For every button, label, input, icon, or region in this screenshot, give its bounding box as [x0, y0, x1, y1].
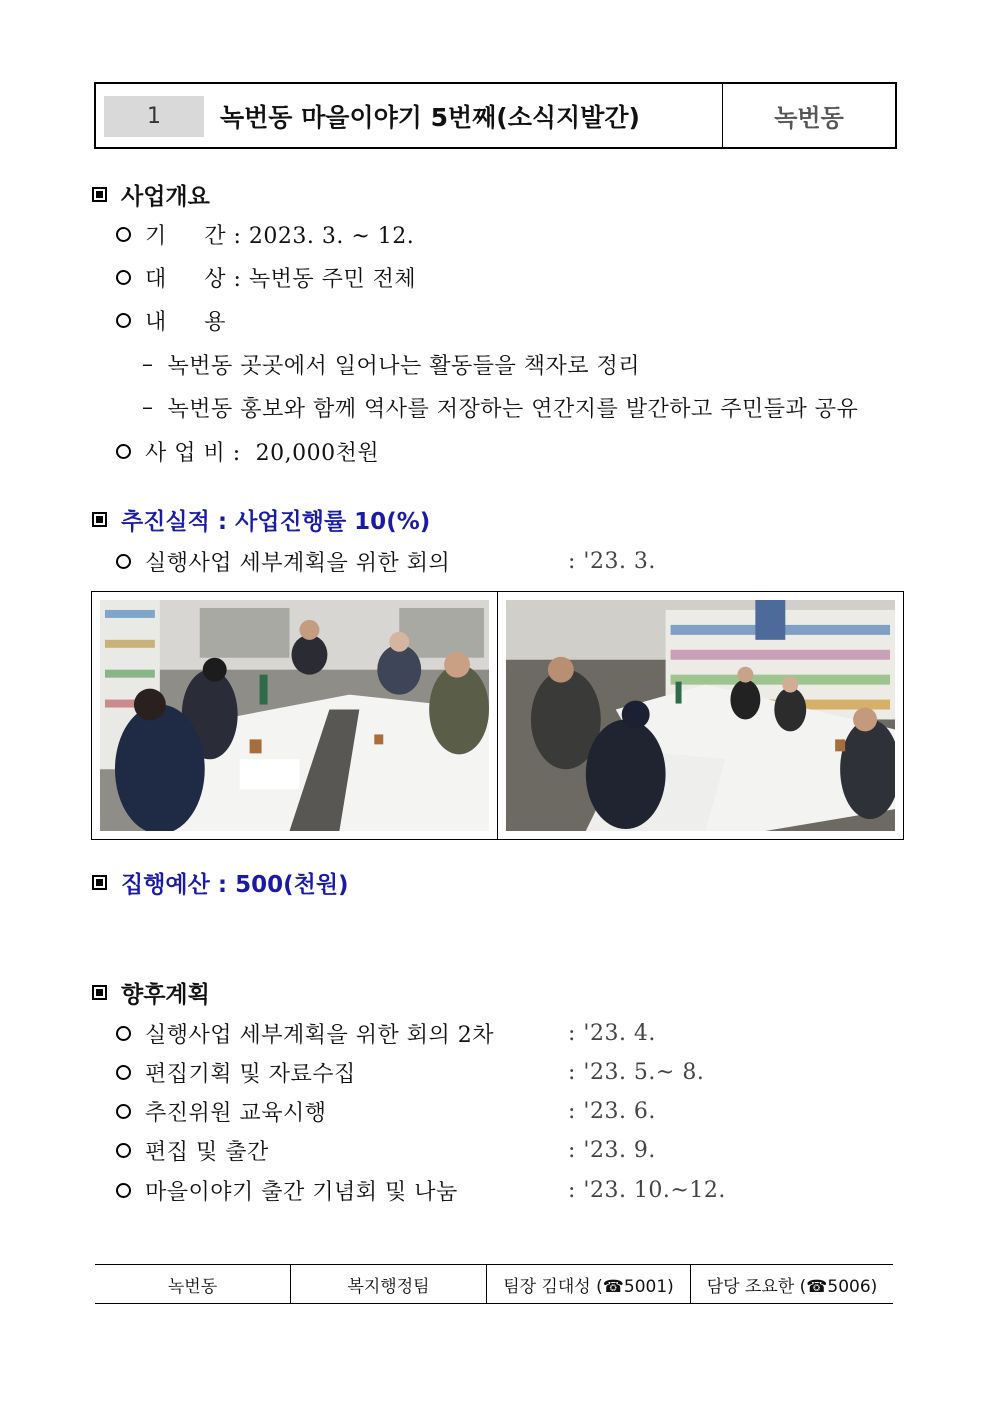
content-item [142, 349, 640, 380]
plan-item-date: : '23. 5.~ 8. [568, 1060, 705, 1085]
square-bullet-icon [92, 985, 107, 1000]
execution-heading [92, 866, 349, 899]
circle-bullet-icon [116, 313, 131, 328]
photo-frame [91, 591, 904, 840]
target-line [116, 262, 416, 293]
square-bullet-icon [92, 875, 107, 890]
budget-text: 사 업 비 : 20,000천원 [145, 441, 380, 466]
footer-dept: 녹번동 [167, 1276, 218, 1297]
content-item-text: 녹번동 홍보와 함께 역사를 저장하는 연간지를 발간하고 주민들과 공유 [167, 397, 859, 422]
progress-item-date: : '23. 3. [568, 549, 656, 574]
plan-item [116, 1096, 816, 1127]
plan-item-label: 실행사업 세부계획을 위한 회의 2차 [145, 1023, 494, 1048]
plan-item-label: 편집 및 출간 [145, 1140, 269, 1165]
item-number: 1 [104, 96, 204, 137]
circle-bullet-icon [116, 1065, 131, 1080]
progress-item [116, 546, 816, 577]
footer-staff: 담당 조요한 (☎5006) [690, 1265, 893, 1303]
progress-heading-text: 추진실적 : 사업진행률 10(%) [121, 509, 431, 535]
meeting-photo-icon [100, 600, 489, 831]
dash-bullet: – [142, 352, 154, 377]
circle-bullet-icon [116, 1104, 131, 1119]
execution-heading-text: 집행예산 : 500(천원) [121, 872, 349, 898]
circle-bullet-icon [116, 270, 131, 285]
meeting-photo-icon [506, 600, 895, 831]
plan-item-date: : '23. 9. [568, 1138, 656, 1163]
plans-heading-text: 향후계획 [121, 982, 210, 1008]
progress-heading [92, 503, 430, 536]
budget-line [116, 436, 379, 467]
circle-bullet-icon [116, 1183, 131, 1198]
plan-item-date: : '23. 4. [568, 1021, 656, 1046]
circle-bullet-icon [116, 1026, 131, 1041]
content-line [116, 305, 226, 336]
circle-bullet-icon [116, 554, 131, 569]
circle-bullet-icon [116, 1143, 131, 1158]
plan-item-date: : '23. 6. [568, 1099, 656, 1124]
plans-heading [92, 976, 210, 1009]
photo-cell [92, 592, 497, 839]
plan-item [116, 1057, 816, 1088]
period-text: 기 간 : 2023. 3. ~ 12. [145, 224, 415, 249]
page-title: 녹번동 마을이야기 5번째(소식지발간) [204, 84, 723, 147]
department-label: 녹번동 [774, 104, 844, 132]
footer-team: 복지행정팀 [290, 1265, 486, 1303]
target-text: 대 상 : 녹번동 주민 전체 [145, 267, 417, 292]
title-box [94, 82, 897, 149]
photo-cell [497, 592, 903, 839]
content-item-text: 녹번동 곳곳에서 일어나는 활동들을 책자로 정리 [167, 354, 641, 379]
progress-item-label: 실행사업 세부계획을 위한 회의 [145, 551, 451, 576]
period-line [116, 219, 414, 250]
dash-bullet: – [142, 395, 154, 420]
overview-heading-text: 사업개요 [121, 184, 210, 210]
plan-item [116, 1135, 816, 1166]
circle-bullet-icon [116, 227, 131, 242]
plan-item-label: 추진위원 교육시행 [145, 1101, 327, 1126]
overview-heading [92, 178, 210, 211]
plan-item [116, 1018, 816, 1049]
footer-leader: 팀장 김대성 (☎5001) [486, 1265, 690, 1303]
square-bullet-icon [92, 187, 107, 202]
plan-item [116, 1175, 816, 1206]
circle-bullet-icon [116, 444, 131, 459]
plan-item-label: 편집기획 및 자료수집 [145, 1062, 356, 1087]
plan-item-date: : '23. 10.~12. [568, 1178, 726, 1203]
square-bullet-icon [92, 512, 107, 527]
footer-table [95, 1264, 893, 1304]
content-label: 내 용 [145, 310, 226, 335]
content-item [142, 392, 858, 423]
plan-item-label: 마을이야기 출간 기념회 및 나눔 [145, 1180, 458, 1205]
